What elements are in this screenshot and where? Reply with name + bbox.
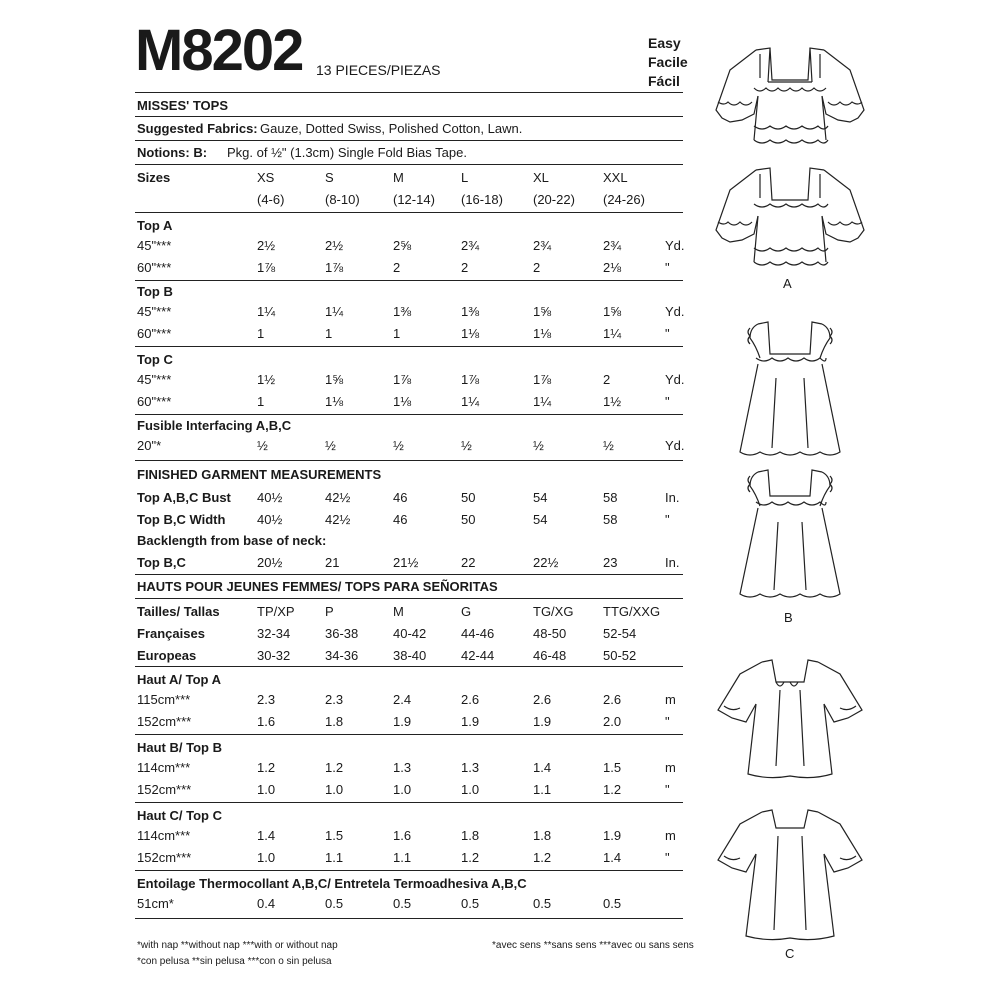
cell-value: 1½ [603,394,622,409]
row-label: 51cm* [137,896,174,911]
cell-value: 42½ [325,512,351,527]
cell-value: 40½ [257,490,283,505]
unit-label: " [665,714,670,729]
cell-value: 42½ [325,490,351,505]
cell-value: 1.9 [461,714,480,729]
size-name: XS [257,170,275,185]
unit-label: m [665,760,676,775]
unit-label: " [665,394,670,409]
cell-value: 1.8 [325,714,344,729]
cell-value: 1.0 [257,782,276,797]
cell-value: 0.5 [603,896,622,911]
cell-value: 2.3 [257,692,276,707]
unit-label: " [665,512,670,527]
cell-value: 1.2 [533,850,552,865]
section-title: Top A [137,218,173,233]
view-a-back-illustration [710,160,870,280]
cell-value: 1.1 [325,850,344,865]
unit-label: m [665,828,676,843]
cell-value: 40½ [257,512,283,527]
metric-size-value: TP/XP [257,604,295,619]
cell-value: 22 [461,555,476,570]
row-label: 114cm*** [137,760,191,775]
metric-size-value: 40-42 [393,626,427,641]
cell-value: 54 [533,512,548,527]
cell-value: 0.4 [257,896,276,911]
difficulty-en: Easy [648,35,681,51]
cell-value: 1.3 [393,760,412,775]
cell-value: ½ [533,438,544,453]
cell-value: 2½ [325,238,344,253]
row-label: 152cm*** [137,850,192,865]
metric-size-value: P [325,604,334,619]
cell-value: 1.4 [603,850,622,865]
notions-label: Notions: B: [137,145,208,160]
unit-label: " [665,782,670,797]
metric-size-label: Françaises [137,626,205,641]
cell-value: 1½ [257,372,276,387]
cell-value: 1¼ [533,394,552,409]
cell-value: 1 [257,326,265,341]
cell-value: 1⅞ [393,372,412,387]
size-range: (4-6) [257,192,285,207]
metric-size-value: 30-32 [257,648,291,663]
cell-value: 2.6 [461,692,480,707]
divider [135,346,683,347]
cell-value: 1 [257,394,265,409]
cell-value: 58 [603,512,618,527]
cell-value: 23 [603,555,618,570]
cell-value: 1 [325,326,333,341]
cell-value: ½ [461,438,472,453]
backlength-title: Backlength from base of neck: [137,533,327,548]
cell-value: 1.2 [461,850,480,865]
divider [135,734,683,735]
divider [135,460,683,461]
cell-value: 2 [533,260,541,275]
metric-size-value: 38-40 [393,648,427,663]
size-range: (12-14) [393,192,435,207]
unit-label: " [665,260,670,275]
divider [135,918,683,919]
cell-value: 21½ [393,555,419,570]
divider [135,666,683,667]
row-label: 60"*** [137,260,172,275]
cell-value: 1.4 [257,828,276,843]
measurement-label: Top A,B,C Bust [137,490,231,505]
size-name: M [393,170,404,185]
measurement-label: Top B,C [137,555,186,570]
pattern-number: M8202 [135,18,303,83]
unit-label: In. [665,490,680,505]
cell-value: 1.1 [393,850,412,865]
unit-label: Yd. [665,238,685,253]
difficulty-label [648,34,688,91]
cell-value: 1.4 [533,760,552,775]
cell-value: 2 [603,372,611,387]
cell-value: 0.5 [533,896,552,911]
row-label: 114cm*** [137,828,191,843]
cell-value: 1.1 [533,782,552,797]
cell-value: 1⅛ [461,326,480,341]
metric-size-value: 46-48 [533,648,567,663]
divider [135,92,683,93]
unit-label: Yd. [665,372,685,387]
cell-value: 2.6 [533,692,552,707]
pattern-title: MISSES' TOPS [137,98,228,113]
size-name: XL [533,170,549,185]
metric-size-value: TTG/XXG [603,604,661,619]
cell-value: 1⅞ [257,260,276,275]
cell-value: 1.8 [461,828,480,843]
cell-value: 2⅝ [393,238,412,253]
difficulty-es: Fácil [648,73,680,89]
cell-value: 1⅝ [533,304,552,319]
row-label: 152cm*** [137,714,192,729]
divider [135,414,683,415]
cell-value: 1⅞ [325,260,344,275]
metric-size-value: 34-36 [325,648,359,663]
metric-size-value: 44-46 [461,626,495,641]
divider [135,116,683,117]
row-label: 115cm*** [137,692,191,707]
finished-title: FINISHED GARMENT MEASUREMENTS [137,467,382,482]
unit-label: " [665,326,670,341]
size-name: L [461,170,469,185]
section-title: Haut C/ Top C [137,808,222,823]
divider [135,140,683,141]
cell-value: 50 [461,490,476,505]
cell-value: 2½ [257,238,276,253]
metric-size-value: M [393,604,404,619]
row-label: 20"* [137,438,162,453]
size-name: S [325,170,334,185]
cell-value: 2⅛ [603,260,622,275]
cell-value: 2.0 [603,714,622,729]
section-title: Haut B/ Top B [137,740,222,755]
cell-value: 1.9 [533,714,552,729]
cell-value: 2.4 [393,692,412,707]
cell-value: 2 [461,260,469,275]
unit-label: " [665,850,670,865]
footnote-french: *avec sens **sans sens ***avec ou sans sens [492,940,694,951]
cell-value: 1⅛ [393,394,412,409]
unit-label: Yd. [665,304,685,319]
metric-size-value: 36-38 [325,626,359,641]
cell-value: 46 [393,490,408,505]
cell-value: 2¾ [533,238,552,253]
sizes-label: Sizes [137,170,171,185]
unit-label: Yd. [665,438,685,453]
metric-size-value: TG/XG [533,604,574,619]
cell-value: ½ [257,438,268,453]
cell-value: 50 [461,512,476,527]
cell-value: 1.0 [461,782,480,797]
cell-value: 1.8 [533,828,552,843]
cell-value: 1.0 [393,782,412,797]
divider [135,802,683,803]
cell-value: 1.2 [325,760,344,775]
view-c-caption: C [785,946,795,961]
cell-value: 2¾ [461,238,480,253]
cell-value: 2.3 [325,692,344,707]
cell-value: 1.9 [603,828,622,843]
row-label: 45"*** [137,372,172,387]
cell-value: 22½ [533,555,559,570]
cell-value: 2.6 [603,692,622,707]
cell-value: 1¼ [461,394,480,409]
cell-value: 1.3 [461,760,480,775]
cell-value: 1⅜ [393,304,412,319]
cell-value: 1.5 [603,760,622,775]
cell-value: 20½ [257,555,283,570]
fabrics-label: Suggested Fabrics: [137,121,258,136]
section-title: Top C [137,352,173,367]
cell-value: 1.6 [393,828,412,843]
metric-size-value: 48-50 [533,626,567,641]
cell-value: 1.5 [325,828,344,843]
cell-value: 1¼ [325,304,344,319]
cell-value: 1¼ [603,326,622,341]
row-label: 60"*** [137,326,172,341]
cell-value: ½ [325,438,336,453]
size-range: (8-10) [325,192,360,207]
cell-value: 1⅜ [461,304,480,319]
metric-size-label: Europeas [137,648,197,663]
section-title: Entoilage Thermocollant A,B,C/ Entretela Termoadhesiva A,B,C [137,876,527,891]
row-label: 45"*** [137,304,172,319]
metric-size-value: 32-34 [257,626,291,641]
cell-value: 1⅝ [325,372,344,387]
measurement-label: Top B,C Width [137,512,226,527]
cell-value: 0.5 [461,896,480,911]
view-b-back-illustration [720,466,860,616]
unit-label: m [665,692,676,707]
view-b-front-illustration [720,318,860,468]
difficulty-fr: Facile [648,54,688,70]
size-range: (24-26) [603,192,645,207]
row-label: 60"*** [137,394,172,409]
divider [135,280,683,281]
section-title: Top B [137,284,173,299]
cell-value: 2 [393,260,401,275]
metric-size-value: 52-54 [603,626,637,641]
cell-value: 1.0 [325,782,344,797]
row-label: 45"*** [137,238,172,253]
size-range: (16-18) [461,192,503,207]
size-name: XXL [603,170,628,185]
metric-title: HAUTS POUR JEUNES FEMMES/ TOPS PARA SEÑORITAS [137,579,498,594]
cell-value: 1⅞ [533,372,552,387]
cell-value: 1⅛ [325,394,344,409]
section-title: Fusible Interfacing A,B,C [137,418,292,433]
unit-label: In. [665,555,680,570]
pieces-count: 13 PIECES/PIEZAS [316,62,441,78]
metric-size-value: 50-52 [603,648,637,663]
metric-size-value: 42-44 [461,648,495,663]
cell-value: 1¼ [257,304,276,319]
cell-value: 1 [393,326,401,341]
fabrics-value: Gauze, Dotted Swiss, Polished Cotton, Lawn. [260,121,523,136]
cell-value: 1.2 [257,760,276,775]
divider [135,164,683,165]
view-b-caption: B [784,610,793,625]
footnote-english: *with nap **without nap ***with or without nap [137,940,338,951]
cell-value: 1.2 [603,782,622,797]
row-label: 152cm*** [137,782,192,797]
cell-value: 1⅞ [461,372,480,387]
size-range: (20-22) [533,192,575,207]
divider [135,574,683,575]
section-title: Haut A/ Top A [137,672,222,687]
footnote-spanish: *con pelusa **sin pelusa ***con o sin pelusa [137,956,332,967]
notions-value: Pkg. of ½" (1.3cm) Single Fold Bias Tape. [227,145,467,160]
cell-value: 0.5 [325,896,344,911]
cell-value: ½ [603,438,614,453]
cell-value: ½ [393,438,404,453]
cell-value: 2¾ [603,238,622,253]
cell-value: 1.9 [393,714,412,729]
divider [135,212,683,213]
cell-value: 46 [393,512,408,527]
cell-value: 0.5 [393,896,412,911]
cell-value: 1.0 [257,850,276,865]
divider [135,870,683,871]
cell-value: 58 [603,490,618,505]
view-a-front-illustration [710,40,870,160]
cell-value: 21 [325,555,340,570]
cell-value: 1.6 [257,714,276,729]
metric-size-label: Tailles/ Tallas [137,604,220,619]
view-c-back-illustration [710,806,870,946]
metric-size-value: G [461,604,472,619]
cell-value: 1⅛ [533,326,552,341]
cell-value: 54 [533,490,548,505]
view-a-caption: A [783,276,792,291]
divider [135,598,683,599]
view-c-front-illustration [710,656,870,786]
cell-value: 1⅝ [603,304,622,319]
